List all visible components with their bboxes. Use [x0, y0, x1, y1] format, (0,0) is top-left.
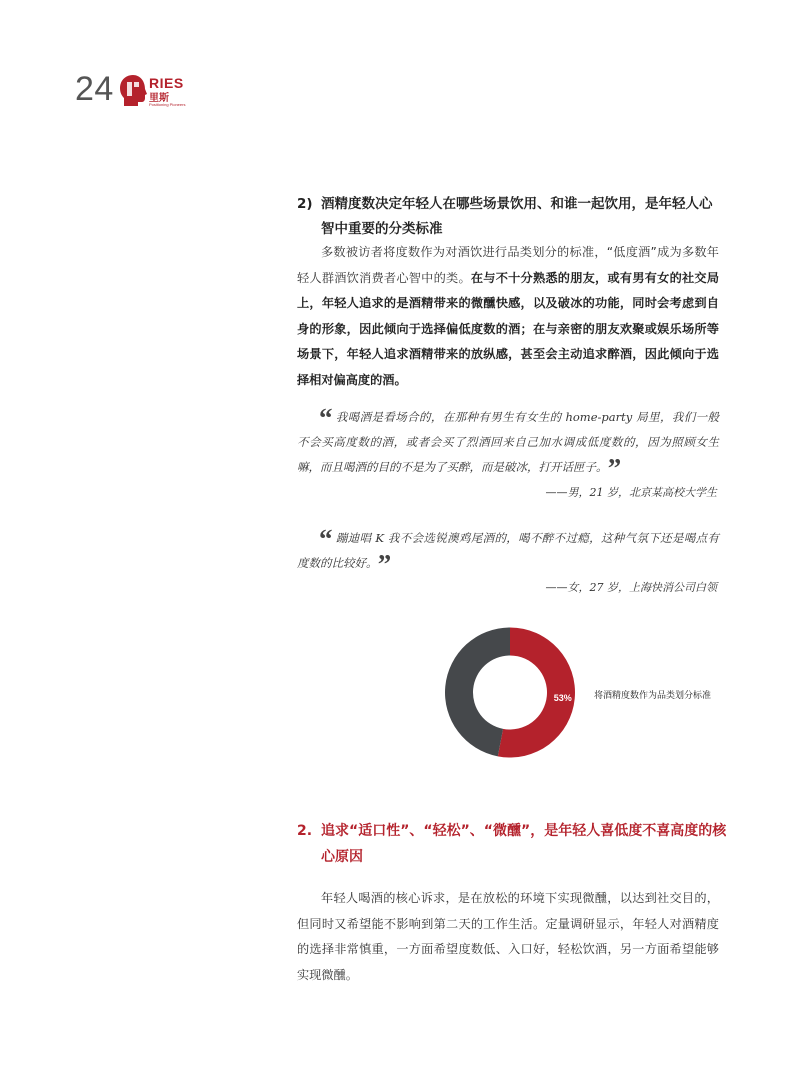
section2-heading — [297, 818, 727, 870]
close-quote-icon: ” — [377, 549, 392, 579]
body-paragraph — [297, 240, 719, 393]
chart-legend-label: 将酒精度数作为品类划分标准 — [594, 691, 712, 701]
open-quote-icon: “ — [319, 524, 333, 554]
section-title: 酒精度数决定年轻人在哪些场景饮用、和谁一起饮用，是年轻人心智中重要的分类标准 — [321, 196, 713, 237]
paragraph-emphasis: 在与不十分熟悉的朋友，或有男有女的社交局上，年轻人追求的是酒精带来的微醺快感，以及破冰的功能，同时会考虑到自身的形象，因此倾向于选择偏低度数的酒；在与亲密的朋友欢聚或娱乐场所等场景下，年轻人追求酒精带来的放纵感，甚至会主动追求醉酒，因此倾向于选择相对偏高度的酒。 — [297, 270, 720, 387]
logo-name-en: RIES — [149, 75, 184, 91]
donut-value-label: 53% — [553, 692, 572, 703]
interview-quote — [297, 524, 719, 579]
paragraph-intro: 多数被访者将度数作为对酒饮进行品类划分的标准，“低度酒”成为多数年轻人群酒饮消费者心智中的类。 — [297, 245, 719, 285]
donut-chart — [440, 625, 580, 760]
head-silhouette-icon — [118, 74, 148, 107]
quote-attribution: ——女，27 岁，上海快消公司白领 — [545, 581, 717, 594]
interview-quote — [297, 403, 719, 483]
section2-number: 2. — [297, 823, 313, 839]
section2-title: 追求“适口性”、“轻松”、“微醺”，是年轻人喜低度不喜高度的核心原因 — [321, 823, 727, 865]
logo-tagline: Positioning Pioneers — [149, 102, 186, 107]
section2-paragraph: 年轻人喝酒的核心诉求，是在放松的环境下实现微醺，以达到社交目的，但同时又希望能不影响到第二天的工作生活。定量调研显示，年轻人对酒精度的选择非常慎重，一方面希望度数低、入口好，轻松饮酒，另一方面希望能够实现微醺。 — [297, 891, 719, 982]
quote-text: 蹦迪唱 K 我不会选锐澳鸡尾酒的，喝不醉不过瘾，这种气氛下还是喝点有度数的比较好。 — [297, 531, 719, 570]
close-quote-icon: ” — [607, 453, 622, 483]
quote-text: 我喝酒是看场合的，在那种有男生有女生的 home-party 局里，我们一般不会买高度数的酒，或者会买了烈酒回来自己加水调成低度数的，因为照顾女生嘛，而且喝酒的目的不是为了买醉，而是破冰，打开话匣子。 — [297, 410, 719, 474]
donut-slice-1 — [445, 628, 510, 757]
open-quote-icon: “ — [319, 403, 333, 433]
logo-name-zh: 里斯 — [149, 93, 169, 104]
section-heading — [297, 192, 722, 242]
ries-logo — [118, 74, 198, 110]
page-number: 24 — [75, 70, 114, 108]
section-number: 2) — [297, 196, 313, 212]
quote-attribution: ——男，21 岁，北京某高校大学生 — [545, 486, 717, 499]
